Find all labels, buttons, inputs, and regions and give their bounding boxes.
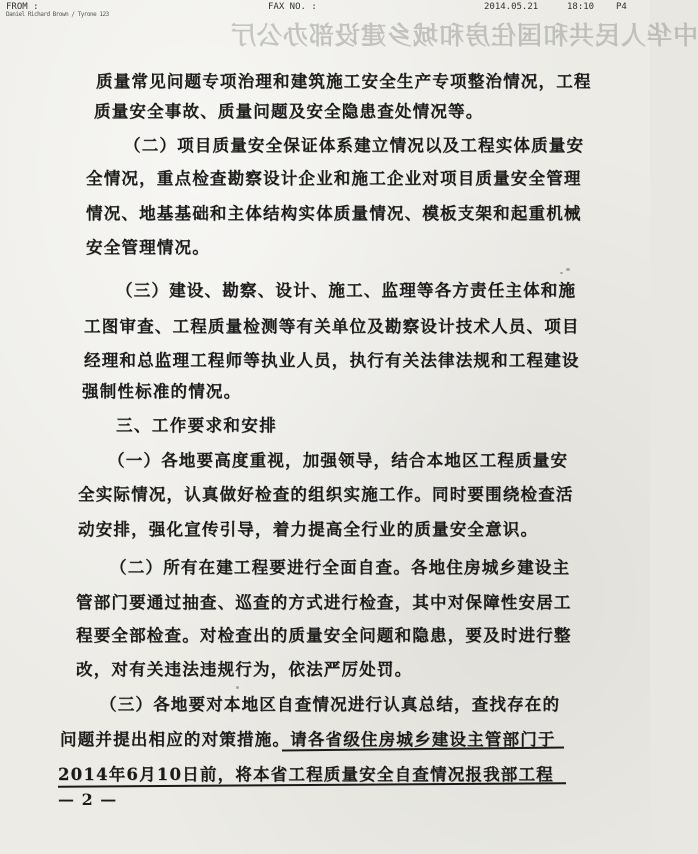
section-heading: 三、工作要求和安排 — [116, 416, 278, 435]
fax-number-label: FAX NO. : — [268, 2, 317, 12]
body-line: （三）建设、勘察、设计、施工、监理等各方责任主体和施 — [116, 281, 577, 300]
body-line: 动安排，强化宣传引导，着力提高全行业的质量安全意识。 — [78, 520, 539, 539]
body-line: 情况、地基基础和主体结构实体质量情况、模板支架和起重机械 — [86, 204, 582, 223]
body-line: 2014年6月10日前，将本省工程质量安全自查情况报我部工程 — [58, 765, 554, 784]
fax-page-indicator: P4 — [616, 2, 627, 12]
body-line: （二）项目质量安全保证体系建立情况以及工程实体质量安 — [124, 136, 585, 155]
body-line: 工图审查、工程质量检测等有关单位及勘察设计技术人员、项目 — [84, 317, 580, 336]
body-line: 管部门要通过抽查、巡查的方式进行检查，其中对保障性安居工 — [76, 593, 572, 612]
body-line: 经理和总监理工程师等执业人员，执行有关法律法规和工程建设 — [84, 351, 580, 370]
fax-from-label: FROM : — [6, 2, 39, 12]
body-line: 改，对有关违法违规行为，依法严厉处罚。 — [76, 660, 413, 679]
body-line: 质量常见问题专项治理和建筑施工安全生产专项整治情况，工程 — [96, 72, 592, 91]
body-line: 安全管理情况。 — [86, 238, 210, 257]
body-line: 全实际情况，认真做好检查的组织实施工作。同时要围绕检查活 — [78, 485, 574, 504]
scan-speck — [236, 686, 239, 689]
scan-speck — [566, 268, 570, 271]
body-line: 问题并提出相应的对策措施。请各省级住房城乡建设主管部门于 — [60, 730, 556, 749]
page-number: — 2 — — [58, 790, 118, 809]
body-line: 质量安全事故、质量问题及安全隐患查处情况等。 — [94, 102, 484, 121]
body-line: 强制性标准的情况。 — [82, 382, 242, 401]
bleed-through-letterhead: 中华人民共和国住房和城乡建设部办公厅 — [230, 21, 698, 50]
body-line: 程要全部检查。对检查出的质量安全问题和隐患，要及时进行整 — [76, 626, 572, 645]
scan-speck — [560, 272, 563, 274]
body-line: （一）各地要高度重视，加强领导，结合本地区工程质量安 — [108, 451, 569, 470]
fax-date: 2014.05.21 — [484, 2, 539, 12]
body-line: （三）各地要对本地区自查情况进行认真总结，查找存在的 — [100, 695, 561, 714]
fax-time: 18:10 — [567, 2, 595, 12]
body-line: （二）所有在建工程要进行全面自查。各地住房城乡建设主 — [110, 558, 571, 577]
fax-from-handwriting: Daniel Richard Brown / Tyrone 123 — [6, 11, 109, 18]
body-line: 全情况，重点检查勘察设计企业和施工企业对项目质量安全管理 — [86, 169, 582, 188]
